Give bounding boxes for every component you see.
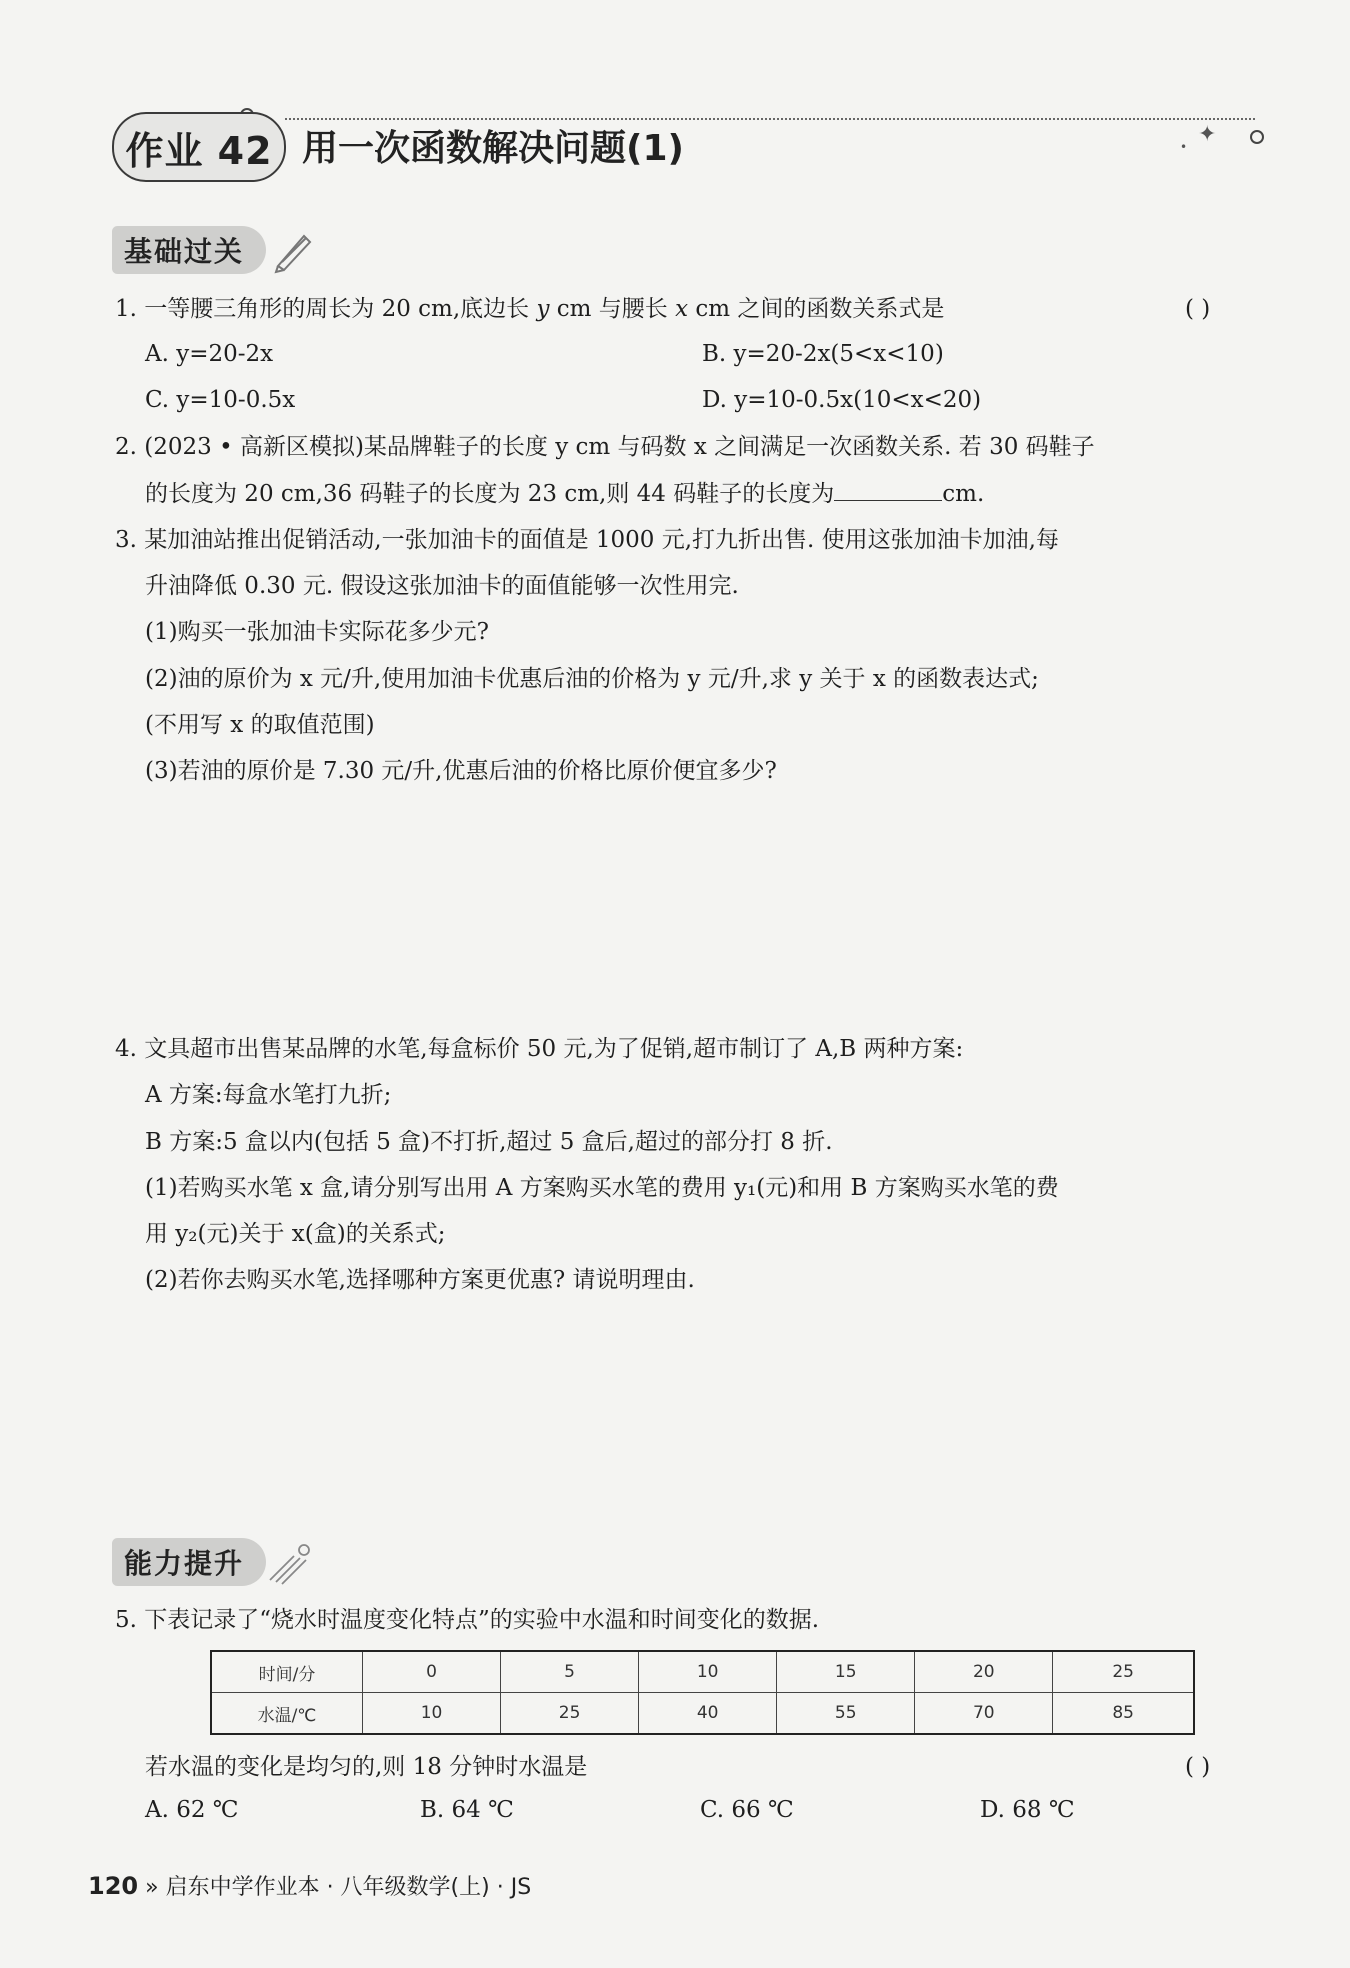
- q1-option-b: B. y=20-2x(5<x<10): [702, 341, 944, 367]
- q1-stem: 1. 一等腰三角形的周长为 20 cm,底边长 y cm 与腰长 x cm 之间的函数关系式是: [115, 296, 945, 322]
- table-cell: 70: [915, 1693, 1053, 1735]
- q2-line2: 的长度为 20 cm,36 码鞋子的长度为 23 cm,则 44 码鞋子的长度为 cm.: [145, 478, 984, 509]
- table-cell: 15: [777, 1651, 915, 1693]
- table-cell: 55: [777, 1693, 915, 1735]
- q1-option-c: C. y=10-0.5x: [145, 387, 296, 413]
- table-row: [211, 1651, 1194, 1693]
- table-cell: 25: [501, 1693, 639, 1735]
- q5-stem: 5. 下表记录了“烧水时温度变化特点”的实验中水温和时间变化的数据.: [115, 1607, 820, 1633]
- q1-option-a: A. y=20-2x: [145, 341, 274, 367]
- q3-part2-note: (不用写 x 的取值范围): [145, 712, 375, 738]
- q5-answer-bracket: ( ): [1185, 1754, 1211, 1780]
- q5-option-b: B. 64 ℃: [420, 1797, 514, 1823]
- q2-answer-blank[interactable]: [834, 478, 942, 501]
- page-footer: [88, 1870, 531, 1901]
- footer-book-title: 启东中学作业本 · 八年级数学(上) · JS: [165, 1875, 532, 1900]
- rocket-doodle-icon: [264, 1538, 316, 1586]
- table-cell: 10: [363, 1693, 501, 1735]
- table-row-header: 时间/分: [211, 1651, 363, 1693]
- q3-line1: 3. 某加油站推出促销活动,一张加油卡的面值是 1000 元,打九折出售. 使用这张加油卡加油,每: [115, 527, 1059, 553]
- q5-option-d: D. 68 ℃: [980, 1797, 1075, 1823]
- table-row-header: 水温/℃: [211, 1693, 363, 1735]
- table-cell: 5: [501, 1651, 639, 1693]
- q4-plan-b: B 方案:5 盒以内(包括 5 盒)不打折,超过 5 盒后,超过的部分打 8 折.: [145, 1129, 833, 1155]
- q4-part1-cont: 用 y₂(元)关于 x(盒)的关系式;: [145, 1221, 446, 1247]
- q3-part1: (1)购买一张加油卡实际花多少元?: [145, 619, 489, 645]
- table-cell: 85: [1053, 1693, 1194, 1735]
- table-cell: 10: [639, 1651, 777, 1693]
- q4-part1: (1)若购买水笔 x 盒,请分别写出用 A 方案购买水笔的费用 y₁(元)和用 B 方案购买水笔的费: [145, 1175, 1059, 1201]
- q1-answer-bracket: ( ): [1185, 296, 1211, 322]
- section-label-advanced: 能力提升: [112, 1538, 266, 1586]
- section-label-basic: 基础过关: [112, 226, 266, 274]
- footer-arrows-icon: »: [145, 1875, 159, 1900]
- sparkle-dot-icon: •: [1180, 140, 1188, 154]
- header-dot-right: [1250, 130, 1264, 144]
- table-cell: 25: [1053, 1651, 1194, 1693]
- q3-part3: (3)若油的原价是 7.30 元/升,优惠后油的价格比原价便宜多少?: [145, 758, 777, 784]
- q1-option-d: D. y=10-0.5x(10<x<20): [702, 387, 982, 413]
- q4-line1: 4. 文具超市出售某品牌的水笔,每盒标价 50 元,为了促销,超市制订了 A,B 两种方案:: [115, 1036, 964, 1062]
- table-cell: 40: [639, 1693, 777, 1735]
- table-row: [211, 1693, 1194, 1735]
- table-cell: 20: [915, 1651, 1053, 1693]
- page-number: 120: [88, 1872, 139, 1900]
- q4-plan-a: A 方案:每盒水笔打九折;: [145, 1082, 392, 1108]
- pencil-icon: [270, 226, 316, 274]
- q2-line1: 2. (2023 • 高新区模拟)某品牌鞋子的长度 y cm 与码数 x 之间满足一次函数关系. 若 30 码鞋子: [115, 434, 1095, 460]
- table-cell: 0: [363, 1651, 501, 1693]
- q3-part2: (2)油的原价为 x 元/升,使用加油卡优惠后油的价格为 y 元/升,求 y 关于 x 的函数表达式;: [145, 666, 1039, 692]
- page-title: 用一次函数解决问题(1): [302, 128, 684, 169]
- q5-option-c: C. 66 ℃: [700, 1797, 794, 1823]
- assignment-badge: 作业 42: [112, 112, 286, 182]
- data-table: [210, 1650, 1195, 1735]
- q5-option-a: A. 62 ℃: [145, 1797, 239, 1823]
- q3-line2: 升油降低 0.30 元. 假设这张加油卡的面值能够一次性用完.: [145, 573, 739, 599]
- sparkle-icon: ✦: [1198, 122, 1217, 147]
- q5-question: 若水温的变化是均匀的,则 18 分钟时水温是: [145, 1754, 588, 1780]
- q4-part2: (2)若你去购买水笔,选择哪种方案更优惠? 请说明理由.: [145, 1267, 695, 1293]
